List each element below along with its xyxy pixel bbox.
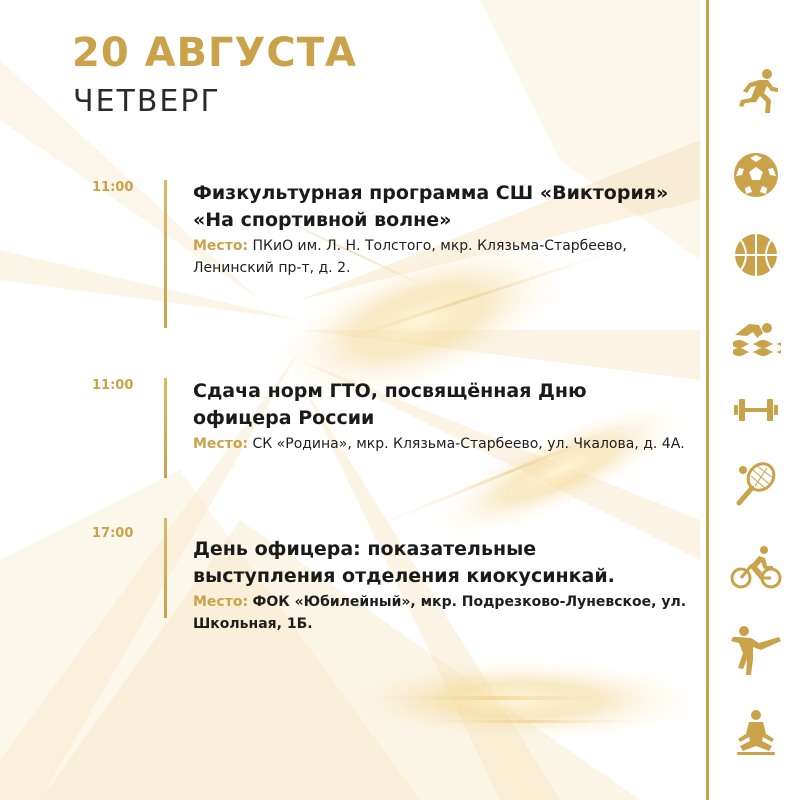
- event-divider-line: [164, 518, 167, 618]
- tennis-racket-icon: [709, 455, 800, 515]
- event-divider-line: [164, 378, 167, 478]
- place-label: Место:: [193, 436, 249, 452]
- swimmer-icon: [709, 305, 800, 365]
- basketball-icon: [709, 225, 800, 285]
- date-heading: 20 АВГУСТА: [72, 30, 357, 76]
- event-time: 17:00: [92, 526, 134, 541]
- event-time: 11:00: [92, 180, 134, 195]
- event-place: [193, 433, 703, 455]
- event-title: [193, 536, 703, 590]
- place-label: Место:: [193, 238, 249, 254]
- martial-arts-kick-icon: [709, 620, 800, 680]
- yoga-meditation-icon: [709, 703, 800, 763]
- event-title-line: Сдача норм ГТО, посвящённая Дню: [193, 380, 587, 402]
- place-label: Место:: [193, 594, 249, 610]
- event-body: [193, 180, 703, 279]
- dumbbell-icon: [709, 380, 800, 440]
- event-title-line: офицера России: [193, 407, 375, 429]
- event-divider-line: [164, 180, 167, 328]
- event-title: [193, 378, 703, 432]
- event-time: 11:00: [92, 378, 134, 393]
- runner-icon: [709, 62, 800, 122]
- event-body: [193, 536, 703, 635]
- place-text: ФОК «Юбилейный», мкр. Подрезково-Луневское, ул. Школьная, 1Б.: [193, 594, 687, 632]
- cyclist-icon: [709, 537, 800, 597]
- event-title-line: выступления отделения киокусинкай.: [193, 565, 615, 587]
- event-title-line: «На спортивной волне»: [193, 209, 452, 231]
- sport-icons-sidebar: [706, 0, 800, 800]
- weekday-heading: ЧЕТВЕРГ: [73, 84, 221, 119]
- event-title-line: Физкультурная программа СШ «Виктория»: [193, 182, 669, 204]
- event-body: [193, 378, 703, 455]
- soccer-ball-icon: [709, 145, 800, 205]
- event-place: [193, 591, 703, 635]
- event-place: [193, 235, 703, 279]
- place-text: ПКиО им. Л. Н. Толстого, мкр. Клязьма-Старбеево, Ленинский пр-т, д. 2.: [193, 238, 627, 276]
- event-title: [193, 180, 703, 234]
- event-title-line: День офицера: показательные: [193, 538, 537, 560]
- place-text: СК «Родина», мкр. Клязьма-Старбеево, ул. Чкалова, д. 4А.: [252, 436, 685, 452]
